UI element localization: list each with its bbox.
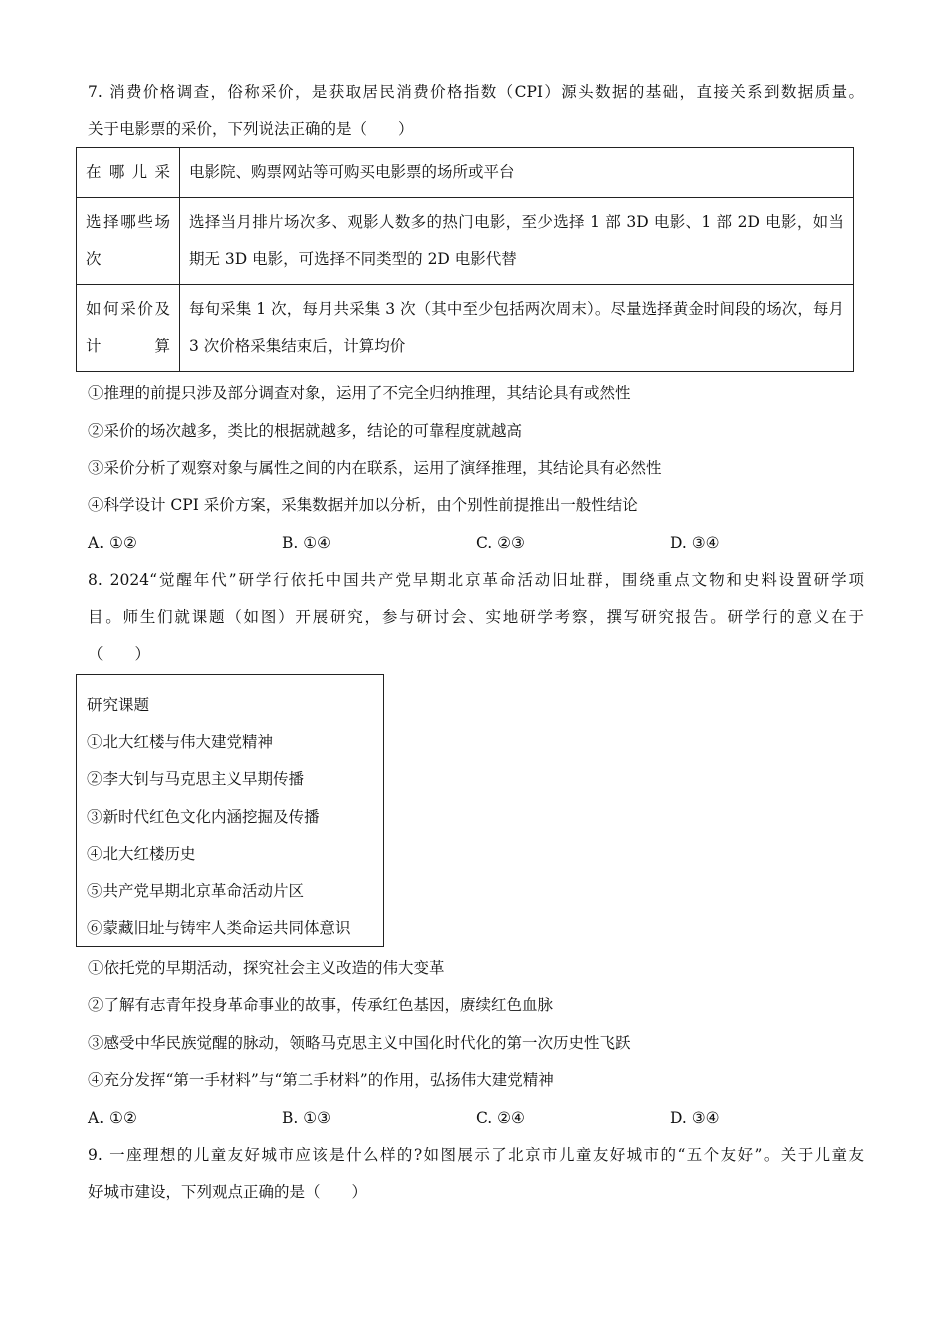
table-cell-value: 每旬采集 1 次，每月共采集 3 次（其中至少包括两次周末）。尽量选择黄金时间段的场次，每月 3 次价格采集结束后，计算均价 [180, 285, 854, 372]
q7-info-table [76, 147, 854, 372]
research-topic-item: ⑤共产党早期北京革命活动片区 [87, 881, 305, 900]
q7-statement-4: ④科学设计 CPI 采价方案，采集数据并加以分析，由个别性前提推出一般性结论 [88, 496, 638, 514]
q7-statement-3: ③采价分析了观察对象与属性之间的内在联系，运用了演绎推理，其结论具有必然性 [88, 459, 662, 477]
q7-option-d[interactable]: D. ③④ [670, 534, 720, 552]
q8-statement-4: ④充分发挥“第一手材料”与“第二手材料”的作用，弘扬伟大建党精神 [88, 1071, 554, 1089]
q8-statement-2: ②了解有志青年投身革命事业的故事，传承红色基因，赓续红色血脉 [88, 996, 554, 1014]
q7-stem-line1: 7. 消费价格调查，俗称采价，是获取居民消费价格指数（CPI）源头数据的基础，直接关系到数据质量。 [88, 83, 864, 101]
q8-statement-1: ①依托党的早期活动，探究社会主义改造的伟大变革 [88, 959, 445, 977]
q7-option-a[interactable]: A. ①② [88, 534, 137, 552]
q8-option-d[interactable]: D. ③④ [670, 1109, 720, 1127]
q7-option-b[interactable]: B. ①④ [282, 534, 332, 552]
q8-stem-line2: 目。师生们就课题（如图）开展研究，参与研讨会、实地研学考察，撰写研究报告。研学行的意义在于 [88, 608, 864, 626]
q9-stem-line2: 好城市建设，下列观点正确的是（ ） [88, 1183, 368, 1201]
table-row [77, 285, 854, 372]
table-cell-key: 如何采价及计算 [77, 285, 180, 372]
q8-option-a[interactable]: A. ①② [88, 1109, 137, 1127]
research-topics-box [76, 674, 384, 947]
q8-options [88, 1107, 788, 1129]
q8-statement-3: ③感受中华民族觉醒的脉动，领略马克思主义中国化时代化的第一次历史性飞跃 [88, 1034, 631, 1052]
research-topic-item: ①北大红楼与伟大建党精神 [87, 733, 274, 752]
table-cell-value: 选择当月排片场次多、观影人数多的热门电影，至少选择 1 部 3D 电影、1 部 2D 电影，如当期无 3D 电影，可选择不同类型的 2D 电影代替 [180, 198, 854, 285]
q7-options [88, 532, 788, 554]
q9-stem-line1: 9. 一座理想的儿童友好城市应该是什么样的?如图展示了北京市儿童友好城市的“五个友好”。关于儿童友 [88, 1146, 864, 1164]
research-topic-item: ④北大红楼历史 [87, 844, 196, 863]
table-row [77, 198, 854, 285]
research-topic-item: ⑥蒙藏旧址与铸牢人类命运共同体意识 [87, 919, 351, 938]
q8-option-b[interactable]: B. ①③ [282, 1109, 332, 1127]
q7-option-c[interactable]: C. ②③ [476, 534, 525, 552]
research-topic-item: ③新时代红色文化内涵挖掘及传播 [87, 807, 320, 826]
q7-statement-1: ①推理的前提只涉及部分调查对象，运用了不完全归纳推理，其结论具有或然性 [88, 384, 631, 402]
q8-stem-line1: 8. 2024“觉醒年代”研学行依托中国共产党早期北京革命活动旧址群，围绕重点文物和史料设置研学项 [88, 571, 864, 589]
table-cell-key: 选择哪些场次 [77, 198, 180, 285]
q8-option-c[interactable]: C. ②④ [476, 1109, 525, 1127]
research-topic-item: ②李大钊与马克思主义早期传播 [87, 770, 305, 789]
table-cell-key: 在哪儿采 [77, 148, 180, 198]
q7-statement-2: ②采价的场次越多，类比的根据就越多，结论的可靠程度就越高 [88, 422, 523, 440]
research-topics-title: 研究课题 [87, 696, 150, 714]
table-cell-value: 电影院、购票网站等可购买电影票的场所或平台 [180, 148, 854, 198]
q8-stem-line3: （ ） [88, 645, 151, 663]
q7-stem-line2: 关于电影票的采价，下列说法正确的是（ ） [88, 120, 414, 138]
table-row [77, 148, 854, 198]
